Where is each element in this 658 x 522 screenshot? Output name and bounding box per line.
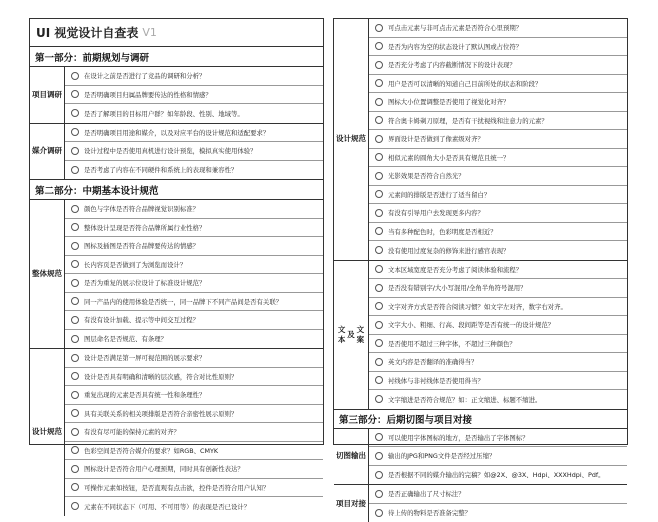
checklist-group [30, 124, 323, 181]
checklist-item-text: 是否正确输出了尺寸标注？ [388, 489, 465, 498]
checklist-item-text: 可以使用字体图标的地方，是否输出了字体图标？ [388, 433, 529, 442]
category-label [30, 67, 65, 123]
category-label [334, 19, 369, 260]
checkbox-circle-icon[interactable] [375, 135, 383, 143]
category-label [334, 429, 369, 485]
checklist-item-text: 长内容页是否做到了为浏览而设计？ [84, 260, 186, 269]
checklist-item[interactable] [65, 104, 323, 123]
checklist-item-text: 是否明确项目归属品牌要传达的性格和情感？ [84, 90, 212, 99]
checklist-item-text: 图标及插图是否符合品牌要传达的情感？ [84, 241, 199, 250]
checklist-item[interactable] [369, 75, 627, 94]
checkbox-circle-icon[interactable] [71, 242, 79, 250]
checkbox-circle-icon[interactable] [71, 205, 79, 213]
checkbox-circle-icon[interactable] [375, 209, 383, 217]
category-label-line: 项目 [32, 90, 47, 100]
checklist-item[interactable] [369, 112, 627, 131]
checkbox-circle-icon[interactable] [375, 433, 383, 441]
checkbox-circle-icon[interactable] [375, 79, 383, 87]
checklist-group [334, 19, 627, 261]
checklist-item-text: 衬线体与非衬线体是否使用得当？ [388, 376, 484, 385]
checklist-item-text: 是否为重复的展示位设计了标准设计规范？ [84, 278, 205, 287]
checklist-item[interactable] [369, 429, 627, 448]
checklist-item-text: 设计是否满足第一屏可视范围的展示要求？ [84, 353, 205, 362]
checkbox-circle-icon[interactable] [375, 246, 383, 254]
checkbox-circle-icon[interactable] [71, 354, 79, 362]
page-title-row [30, 19, 323, 47]
category-label-line: 整体 [32, 269, 47, 279]
checklist-group [334, 485, 627, 522]
checklist-item-text: 是否明确项目用途和媒介，以及对应平台的设计规范和适配要求？ [84, 128, 269, 137]
checklist-item-text: 可点击元素与非可点击元素是否符合心里预期？ [388, 23, 522, 32]
checklist-item[interactable] [65, 405, 323, 424]
checklist-item-text: 没有使用过度复杂的修饰来进行感官表现？ [388, 246, 509, 255]
checklist-item-text: 符合奥卡姆剃刀原理，是否有干扰视线和注意力的元素？ [388, 116, 548, 125]
checkbox-circle-icon[interactable] [375, 452, 383, 460]
checkbox-circle-icon[interactable] [71, 72, 79, 80]
checklist-group [334, 261, 627, 409]
checklist-item[interactable] [65, 237, 323, 256]
checklist-items [369, 19, 627, 260]
checklist-item[interactable] [369, 186, 627, 205]
checkbox-circle-icon[interactable] [375, 284, 383, 292]
checkbox-circle-icon[interactable] [375, 490, 383, 498]
checkbox-circle-icon[interactable] [71, 279, 79, 287]
checklist-right-column [333, 18, 628, 445]
checklist-item[interactable] [369, 149, 627, 168]
category-label-line: 项目 [336, 499, 351, 509]
checkbox-circle-icon[interactable] [375, 509, 383, 517]
checkbox-circle-icon[interactable] [71, 335, 79, 343]
checkbox-circle-icon[interactable] [375, 98, 383, 106]
checklist-item-text: 是否充分考虑了内容截断情况下的设计表现？ [388, 60, 516, 69]
checklist-item[interactable] [369, 38, 627, 57]
checklist-item-text: 文字缩进是否符合规范？如：正文缩进、标题不缩进。 [388, 395, 541, 404]
checklist-item-text: 当有多种配色时，色彩明度是否相近？ [388, 227, 497, 236]
checklist-item-text: 有没有引导用户去发现更多内容？ [388, 208, 484, 217]
category-label-line: 输出 [351, 451, 366, 461]
checkbox-circle-icon[interactable] [375, 302, 383, 310]
version-label: V1 [142, 26, 157, 39]
checklist-item-text: 文字大小、粗细、行高、段间距等是否有统一的设计规范？ [388, 320, 554, 329]
checklist-item[interactable] [369, 316, 627, 335]
checklist-item-text: 相似元素的圆角大小是否具有规范且统一？ [388, 153, 509, 162]
checklist-item-text: 图标大小位置调整是否使用了视觉化对齐？ [388, 97, 509, 106]
checklist-item-text: 在设计之前是否进行了竞品的调研和分析？ [84, 71, 205, 80]
checkbox-circle-icon[interactable] [71, 223, 79, 231]
checklist-item-text: 元素在不同状态下（可用、不可用等）的表现是否已设计？ [84, 502, 250, 511]
checkbox-circle-icon[interactable] [71, 391, 79, 399]
checklist-item[interactable] [65, 479, 323, 498]
checkbox-circle-icon[interactable] [71, 109, 79, 117]
checkbox-circle-icon[interactable] [71, 90, 79, 98]
checkbox-circle-icon[interactable] [375, 339, 383, 347]
checklist-item-text: 文字对齐方式是否符合阅读习惯？如文字左对齐，数字右对齐。 [388, 302, 567, 311]
checklist-item-text: 颜色与字体是否符合品牌视觉识别标准？ [84, 204, 199, 213]
checkbox-circle-icon[interactable] [375, 42, 383, 50]
checklist-item-text: 设计是否具有明确和清晰的层次感，符合对比性原则？ [84, 372, 237, 381]
checkbox-circle-icon[interactable] [71, 316, 79, 324]
category-label-line: 规范 [47, 269, 62, 279]
checkbox-circle-icon[interactable] [71, 128, 79, 136]
checklist-item[interactable] [369, 353, 627, 372]
checklist-item[interactable] [65, 386, 323, 405]
checklist-item-text: 有没有尽可能的保持元素的对齐？ [84, 427, 180, 436]
checklist-item-text: 设计过程中是否使用真机进行设计预览，模拟真实使用体验？ [84, 146, 257, 155]
category-label-line: 规范 [351, 134, 366, 144]
checklist-item-text: 色彩空间是否符合媒介的要求？如RGB、CMYK [84, 446, 218, 455]
checklist-item-text: 同一产品内的使用体验是否统一，同一品牌下不同产品间是否有关联？ [84, 297, 282, 306]
checklist-item[interactable] [369, 466, 627, 485]
checklist-item[interactable] [369, 485, 627, 504]
part2-section [30, 200, 323, 516]
checklist-item[interactable] [369, 19, 627, 38]
category-label-line: 切图 [336, 451, 351, 461]
checkbox-circle-icon[interactable] [71, 428, 79, 436]
checklist-item[interactable] [65, 330, 323, 349]
checklist-item[interactable] [369, 130, 627, 149]
page-title: UI 视觉设计自查表 [36, 24, 138, 41]
checklist-group [30, 67, 323, 124]
checklist-item-text: 重复出现的元素是否具有统一性和条理性？ [84, 390, 205, 399]
category-label-line: 规范 [47, 427, 62, 437]
checklist-item-text: 英文内容是否翻译的准确得当？ [388, 357, 477, 366]
checklist-item-text: 是否没有错别字/大小写混用/全角半角符号混用？ [388, 283, 527, 292]
checklist-items [369, 261, 627, 409]
checklist-group [334, 429, 627, 486]
category-label-line: 媒介 [32, 146, 47, 156]
checkbox-circle-icon[interactable] [375, 116, 383, 124]
category-label-line: 设计 [32, 427, 47, 437]
category-label-line: 调研 [47, 90, 62, 100]
checklist-item[interactable] [65, 423, 323, 442]
checklist-item[interactable] [65, 311, 323, 330]
checkbox-circle-icon[interactable] [375, 24, 383, 32]
checklist-item[interactable] [65, 497, 323, 516]
checklist-item-text: 是否使用不超过三种字体，不超过三种颜色？ [388, 339, 516, 348]
category-label-line: 及 [347, 330, 355, 340]
checklist-items [369, 429, 627, 485]
checkbox-circle-icon[interactable] [375, 321, 383, 329]
checklist-item[interactable] [65, 274, 323, 293]
category-label-line: 文本 [336, 325, 347, 345]
checklist-item[interactable] [369, 261, 627, 280]
checkbox-circle-icon[interactable] [375, 227, 383, 235]
checkbox-circle-icon[interactable] [375, 172, 383, 180]
category-label [30, 124, 65, 180]
checklist-items [65, 124, 323, 180]
category-label-line: 调研 [47, 146, 62, 156]
checklist-items [65, 200, 323, 348]
checklist-items [65, 349, 323, 516]
part1-section [30, 67, 323, 180]
checkbox-circle-icon[interactable] [375, 153, 383, 161]
category-label [334, 485, 369, 522]
checklist-item[interactable] [369, 204, 627, 223]
checkbox-circle-icon[interactable] [375, 471, 383, 479]
checklist-item-text: 元素间的排版是否进行了适当留白？ [388, 190, 490, 199]
checklist-item-text: 待上传的物料是否准备完整？ [388, 508, 471, 517]
checklist-item[interactable] [65, 124, 323, 143]
checkbox-circle-icon[interactable] [71, 409, 79, 417]
category-label [30, 200, 65, 348]
checklist-item[interactable] [369, 298, 627, 317]
checkbox-circle-icon[interactable] [71, 166, 79, 174]
checklist-item[interactable] [65, 442, 323, 461]
checklist-left-column [29, 18, 324, 445]
checkbox-circle-icon[interactable] [375, 376, 383, 384]
checklist-item[interactable] [65, 86, 323, 105]
part2-continued-section [334, 19, 627, 409]
category-label-line: 对接 [351, 499, 366, 509]
checklist-item-text: 有没有设计加载、提示等中间交互过程？ [84, 315, 199, 324]
checklist-item-text: 用户是否可以清晰的知道自己目前所处的状态和阶段？ [388, 79, 541, 88]
checkbox-circle-icon[interactable] [71, 147, 79, 155]
part3-heading: 第三部分：后期切图与项目对接 [334, 409, 627, 429]
checkbox-circle-icon[interactable] [375, 358, 383, 366]
checkbox-circle-icon[interactable] [375, 395, 383, 403]
checkbox-circle-icon[interactable] [71, 297, 79, 305]
checklist-item[interactable] [65, 256, 323, 275]
checklist-items [369, 485, 627, 522]
checklist-item[interactable] [369, 279, 627, 298]
checklist-item-text: 是否根据不同的媒介输出的完稿？如@2X、@3X、Hdpi、XXXHdpi、Pdf。 [388, 470, 605, 479]
checkbox-circle-icon[interactable] [71, 446, 79, 454]
checklist-item[interactable] [65, 67, 323, 86]
part2-heading: 第二部分：中期基本设计规范 [30, 180, 323, 200]
checklist-item[interactable] [65, 368, 323, 387]
checklist-item[interactable] [65, 460, 323, 479]
part1-heading: 第一部分：前期规划与调研 [30, 47, 323, 67]
checklist-item[interactable] [65, 142, 323, 161]
category-label [334, 261, 369, 409]
checklist-group [30, 200, 323, 349]
part3-section [334, 429, 627, 522]
checklist-item-text: 图标设计是否符合用户心理预期，同时具有创新性表达？ [84, 464, 244, 473]
checklist-items [65, 67, 323, 123]
checklist-item-text: 是否了解项目的目标用户群？如年龄段、性别、地域等。 [84, 109, 244, 118]
checkbox-circle-icon[interactable] [375, 265, 383, 273]
checklist-item-text: 图层命名是否规范、有条理？ [84, 334, 167, 343]
checklist-item[interactable] [369, 93, 627, 112]
checkbox-circle-icon[interactable] [71, 483, 79, 491]
checkbox-circle-icon[interactable] [71, 372, 79, 380]
checklist-item[interactable] [369, 241, 627, 260]
checklist-item-text: 是否为内容为空的状态设计了默认图或占位符？ [388, 42, 522, 51]
checklist-item-text: 整体设计呈现是否符合品牌所属行业性格？ [84, 223, 205, 232]
checklist-item[interactable] [369, 56, 627, 75]
category-label [30, 349, 65, 516]
checklist-item-text: 界面设计是否做到了像素级对齐？ [388, 134, 484, 143]
checklist-item[interactable] [65, 200, 323, 219]
checklist-item[interactable] [65, 349, 323, 368]
checklist-item[interactable] [369, 335, 627, 354]
category-label-line: 文案 [355, 325, 366, 345]
checkbox-circle-icon[interactable] [71, 502, 79, 510]
checkbox-circle-icon[interactable] [71, 260, 79, 268]
checklist-item-text: 输出的JPG和PNG文件是否经过压缩？ [388, 451, 495, 460]
category-label-line: 设计 [336, 134, 351, 144]
checkbox-circle-icon[interactable] [71, 465, 79, 473]
checklist-item[interactable] [65, 293, 323, 312]
checklist-item[interactable] [369, 372, 627, 391]
checklist-item-text: 可操作元素如按钮，是否直观有点击欲，控件是否符合用户认知？ [84, 483, 269, 492]
checklist-item[interactable] [369, 504, 627, 522]
checklist-item[interactable] [369, 167, 627, 186]
checklist-item-text: 光影效果是否符合自然光？ [388, 171, 465, 180]
checklist-item[interactable] [369, 223, 627, 242]
checkbox-circle-icon[interactable] [375, 190, 383, 198]
checklist-item[interactable] [369, 447, 627, 466]
checklist-item-text: 文本区域宽度是否充分考虑了阅读体验和流程？ [388, 265, 522, 274]
checklist-item[interactable] [65, 161, 323, 180]
checklist-item-text: 具有关联关系的相关项排版是否符合亲密性展示原则？ [84, 409, 237, 418]
checklist-item[interactable] [369, 390, 627, 409]
checkbox-circle-icon[interactable] [375, 61, 383, 69]
checklist-group [30, 349, 323, 516]
checklist-item-text: 是否考虑了内容在不同硬件和系统上的表现和兼容性？ [84, 165, 237, 174]
checklist-item[interactable] [65, 219, 323, 238]
